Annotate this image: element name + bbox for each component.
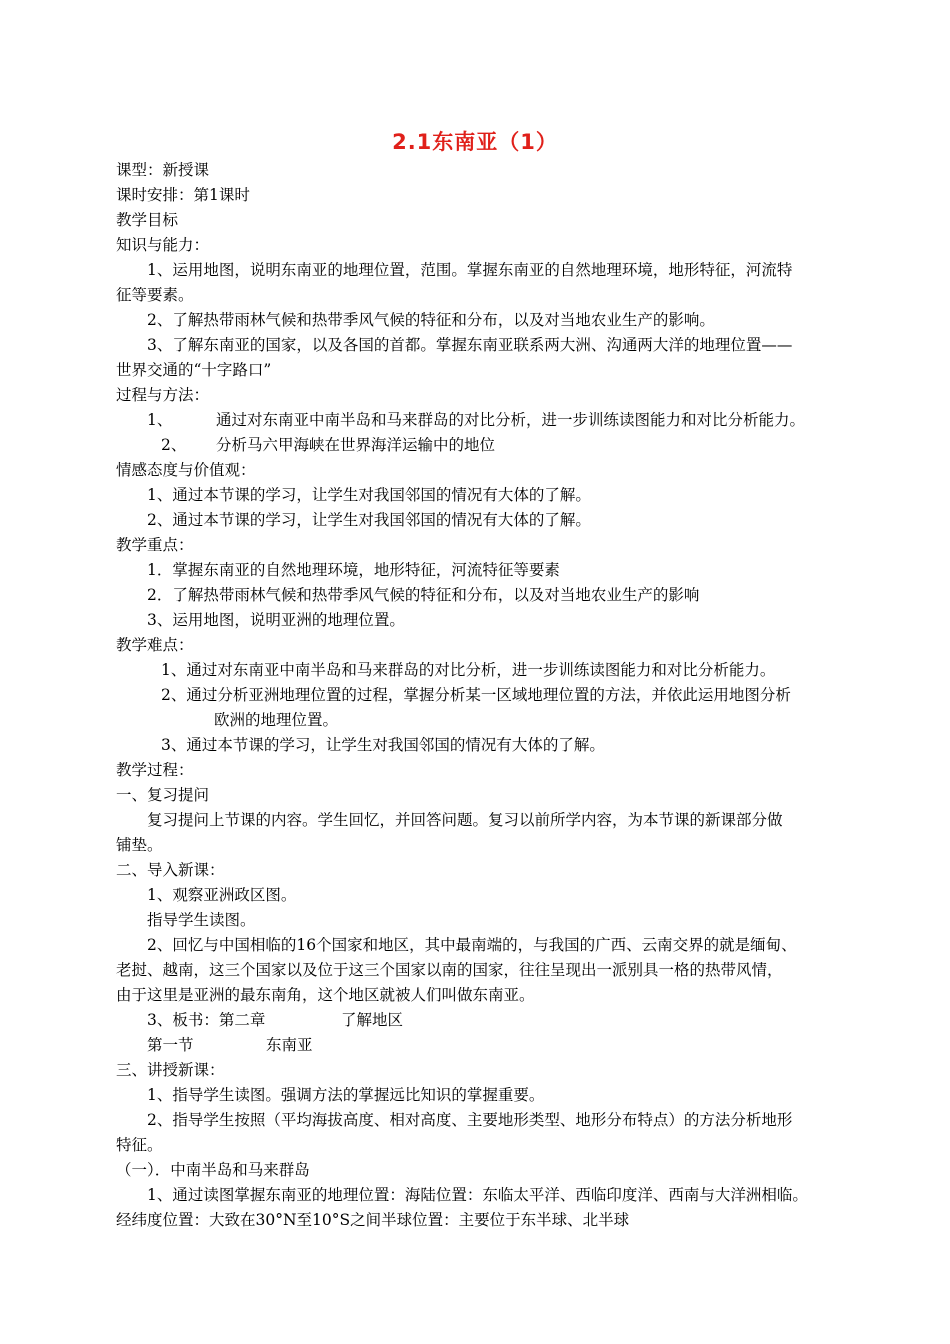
- text-line: 1、运用地图，说明东南亚的地理位置，范围。掌握东南亚的自然地理环境，地形特征，河流特: [147, 261, 793, 279]
- text-line: 2、回忆与中国相临的16个国家和地区，其中最南端的，与我国的广西、云南交界的就是缅甸、: [147, 936, 797, 954]
- document-title: 2.1东南亚（1）: [392, 130, 558, 154]
- section-heading: 教学重点：: [116, 536, 194, 554]
- lesson-type: 课型：新授课: [116, 161, 210, 179]
- text-line: 1、通过本节课的学习，让学生对我国邻国的情况有大体的了解。: [147, 486, 591, 504]
- text-line: 3、板书：第二章: [147, 1011, 266, 1029]
- text-line: 分析马六甲海峡在世界海洋运输中的地位: [216, 436, 496, 454]
- text-line: 1、指导学生读图。强调方法的掌握远比知识的掌握重要。: [147, 1086, 545, 1104]
- text-line: 3、通过本节课的学习，让学生对我国邻国的情况有大体的了解。: [161, 736, 605, 754]
- text-line: 铺垫。: [116, 836, 163, 854]
- list-number: 2、: [161, 436, 187, 454]
- text-line: 老挝、越南，这三个国家以及位于这三个国家以南的国家，往往呈现出一派别具一格的热带风情，: [116, 961, 783, 979]
- subsection-heading: （一）．中南半岛和马来群岛: [116, 1161, 310, 1179]
- section-heading: 一、复习提问: [116, 786, 210, 804]
- section-heading: 三、讲授新课：: [116, 1061, 225, 1079]
- section-heading: 教学目标: [116, 211, 179, 229]
- subsection-heading: 过程与方法：: [116, 386, 210, 404]
- text-line: 2、通过分析亚洲地理位置的过程，掌握分析某一区域地理位置的方法，并依此运用地图分析: [161, 686, 791, 704]
- section-heading: 二、导入新课：: [116, 861, 225, 879]
- text-line: 2．了解热带雨林气候和热带季风气候的特征和分布，以及对当地农业生产的影响: [147, 586, 700, 604]
- subsection-heading: 情感态度与价值观：: [116, 461, 256, 479]
- text-line: 特征。: [116, 1136, 163, 1154]
- text-line: 东南亚: [266, 1036, 313, 1054]
- lesson-schedule: 课时安排：第1课时: [116, 186, 250, 204]
- text-line: 1．掌握东南亚的自然地理环境，地形特征，河流特征等要素: [147, 561, 560, 579]
- text-line: 3、了解东南亚的国家，以及各国的首都。掌握东南亚联系两大洲、沟通两大洋的地理位置——: [147, 336, 793, 354]
- text-line: 1、观察亚洲政区图。: [147, 886, 297, 904]
- subsection-heading: 知识与能力：: [116, 236, 210, 254]
- list-number: 1、: [147, 411, 173, 429]
- text-line: 2、通过本节课的学习，让学生对我国邻国的情况有大体的了解。: [147, 511, 591, 529]
- text-line: 通过对东南亚中南半岛和马来群岛的对比分析，进一步训练读图能力和对比分析能力。: [216, 411, 806, 429]
- text-line: 由于这里是亚洲的最东南角，这个地区就被人们叫做东南亚。: [116, 986, 535, 1004]
- text-line: 征等要素。: [116, 286, 194, 304]
- text-line: 2、指导学生按照（平均海拔高度、相对高度、主要地形类型、地形分布特点）的方法分析地形: [147, 1111, 793, 1129]
- text-line: 1、通过读图掌握东南亚的地理位置：海陆位置：东临太平洋、西临印度洋、西南与大洋洲相临。: [147, 1186, 808, 1204]
- text-line: 1、通过对东南亚中南半岛和马来群岛的对比分析，进一步训练读图能力和对比分析能力。: [161, 661, 776, 679]
- text-line: 第一节: [147, 1036, 194, 1054]
- text-line: 了解地区: [341, 1011, 404, 1029]
- section-heading: 教学难点：: [116, 636, 194, 654]
- text-line: 2、了解热带雨林气候和热带季风气候的特征和分布，以及对当地农业生产的影响。: [147, 311, 715, 329]
- section-heading: 教学过程：: [116, 761, 194, 779]
- text-line: 经纬度位置：大致在30°N至10°S之间半球位置：主要位于东半球、北半球: [116, 1211, 630, 1229]
- text-line: 世界交通的“十字路口”: [116, 361, 272, 379]
- text-line: 3、运用地图，说明亚洲的地理位置。: [147, 611, 405, 629]
- text-line: 欧洲的地理位置。: [214, 711, 339, 729]
- text-line: 复习提问上节课的内容。学生回忆，并回答问题。复习以前所学内容，为本节课的新课部分做: [147, 811, 783, 829]
- text-line: 指导学生读图。: [147, 911, 256, 929]
